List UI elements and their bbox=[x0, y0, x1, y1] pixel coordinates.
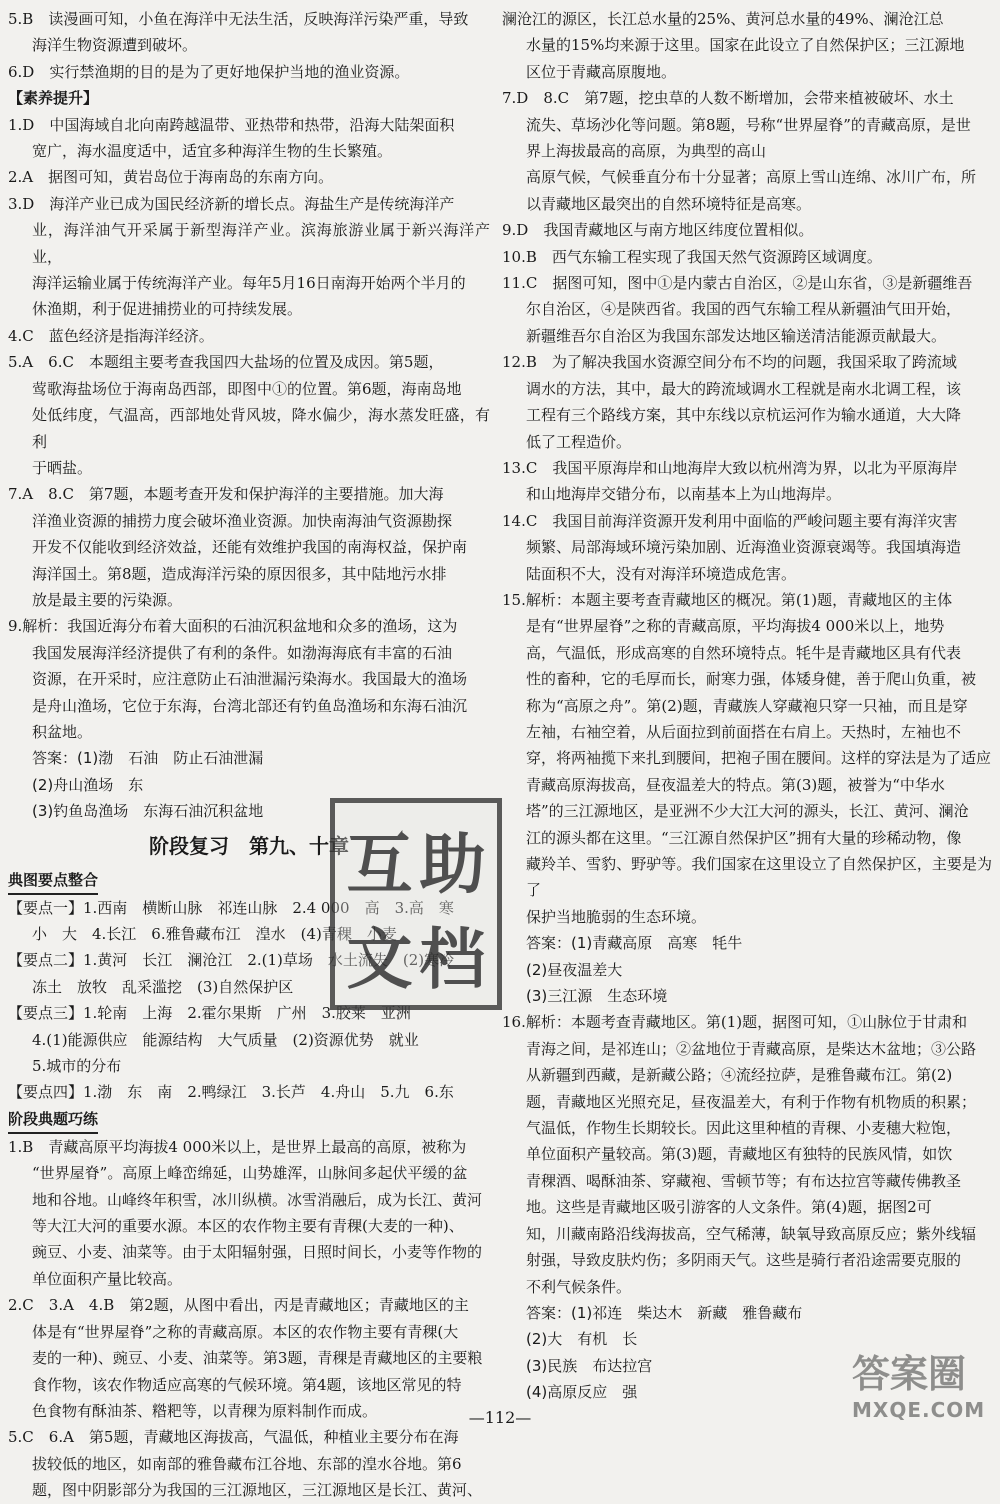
text-line: 工程有三个路线方案，其中东线以京杭运河作为输水通道，大大降 bbox=[526, 406, 962, 425]
answer-line: 答案：(1)渤 石油 防止石油泄漏 bbox=[32, 749, 264, 768]
text-line: 频繁、局部海域环境污染加剧、近海渔业资源衰竭等。我国填海造 bbox=[526, 538, 962, 557]
text-line: 尔自治区，④是陕西省。我国的西气东输工程从新疆油气田开始， bbox=[526, 300, 962, 319]
text-line: 宽广，海水温度适中，适宜多种海洋生物的生长繁殖。 bbox=[32, 142, 393, 161]
text-line: 高原气候，气候垂直分布十分显著；高原上雪山连绵、冰川广布，所 bbox=[526, 168, 977, 187]
text-line: 流失、草场沙化等问题。第8题，号称“世界屋脊”的青藏高原，是世 bbox=[526, 115, 971, 134]
text-line: 体是有“世界屋脊”之称的青藏高原。本区的农作物主要有青稞(大 bbox=[32, 1322, 459, 1341]
answer-paragraph bbox=[8, 164, 490, 190]
text-line: 海洋运输业属于传统海洋产业。每年5月16日南海开始两个半月的 bbox=[32, 274, 466, 293]
text-line: 15.解析：本题主要考查青藏地区的概况。第(1)题，青藏地区的主体 bbox=[502, 590, 953, 609]
answer-paragraph bbox=[8, 6, 490, 59]
text-line: 称为“高原之舟”。第(2)题，青藏族人穿藏袍只穿一只袖，而且是穿 bbox=[526, 696, 968, 715]
text-line: 9.解析：我国近海分布着大面积的石油沉积盆地和众多的渔场，这为 bbox=[8, 617, 458, 636]
text-line: 资源，在开采时，应注意防止石油泄漏污染海水。我国最大的渔场 bbox=[32, 670, 468, 689]
stamp-char: 助 bbox=[419, 825, 486, 903]
text-line: 4.(1)能源供应 能源结构 大气质量 (2)资源优势 就业 bbox=[32, 1030, 419, 1049]
watermark-logo bbox=[852, 1350, 992, 1436]
text-line: 开发不仅能收到经济效益，还能有效维护我国的南海权益，保护南 bbox=[32, 538, 468, 557]
text-line: 于晒盐。 bbox=[32, 458, 93, 477]
stamp-char: 档 bbox=[419, 920, 486, 998]
text-line: 7.A 8.C 第7题，本题考查开发和保护海洋的主要措施。加大海 bbox=[8, 485, 444, 504]
text-line: 塔”的三江源地区，是亚洲不少大江大河的源头，长江、黄河、澜沧 bbox=[526, 802, 969, 821]
text-line: 左袖，右袖空着，从后面拉到前面搭在右肩上。天热时，左袖也不 bbox=[526, 722, 962, 741]
answer-paragraph bbox=[502, 270, 992, 349]
subsection-heading: 典图要点整合 bbox=[8, 867, 98, 895]
text-line: 【要点四】1.渤 东 南 2.鸭绿江 3.长芦 4.舟山 5.九 6.东 bbox=[8, 1083, 454, 1102]
answer-paragraph bbox=[8, 112, 490, 165]
answer-paragraph bbox=[502, 217, 992, 243]
text-line: 16.解析：本题考查青藏地区。第(1)题，据图可知，①山脉位于甘肃和 bbox=[502, 1013, 968, 1032]
answer-paragraph bbox=[8, 1292, 490, 1424]
right-column bbox=[502, 6, 992, 1406]
answer-line: 答案：(1)祁连 柴达木 新藏 雅鲁藏布 bbox=[526, 1303, 803, 1322]
stamp-char: 文 bbox=[346, 920, 413, 998]
answer-line: (2)舟山渔场 东 bbox=[32, 775, 144, 794]
answer-line: (3)三江源 生态环境 bbox=[526, 987, 668, 1006]
text-line: 知，川藏南路沿线海拔高，空气稀薄，缺氧导致高原反应；紫外线辐 bbox=[526, 1224, 977, 1243]
text-line: 题，图中阴影部分为我国的三江源地区，三江源地区是长江、黄河、 bbox=[32, 1481, 483, 1500]
text-line: 地。这些是青藏地区吸引游客的人文条件。第(4)题，据图2可 bbox=[526, 1198, 932, 1217]
text-line: 射强，导致皮肤灼伤；多阴雨天气。这些是骑行者沿途需要克服的 bbox=[526, 1251, 962, 1270]
answer-paragraph bbox=[502, 455, 992, 508]
text-line: 调水的方法，其中，最大的跨流域调水工程就是南水北调工程，该 bbox=[526, 379, 962, 398]
text-line: 14.C 我国目前海洋资源开发利用中面临的严峻问题主要有海洋灾害 bbox=[502, 511, 958, 530]
text-line: 13.C 我国平原海岸和山地海岸大致以杭州湾为界，以北为平原海岸 bbox=[502, 458, 958, 477]
chapter-title: 阶段复习 第九、十章 bbox=[149, 833, 349, 858]
answer-paragraph bbox=[8, 59, 490, 85]
text-line: 藏羚羊、雪豹、野驴等。我们国家在这里设立了自然保护区，主要是为了 bbox=[526, 855, 992, 900]
text-line: 2.C 3.A 4.B 第2题，从图中看出，丙是青藏地区；青藏地区的主 bbox=[8, 1296, 469, 1315]
text-line: 海洋生物资源遭到破坏。 bbox=[32, 36, 198, 55]
answer-paragraph bbox=[502, 6, 992, 85]
text-line: 莺歌海盐场位于海南岛西部，即图中①的位置。第6题，海南岛地 bbox=[32, 379, 462, 398]
text-line: 6.D 实行禁渔期的目的是为了更好地保护当地的渔业资源。 bbox=[8, 62, 410, 81]
text-line: 新疆维吾尔自治区为我国东部发达地区输送清洁能源贡献最大。 bbox=[526, 326, 947, 345]
text-line: 是有“世界屋脊”之称的青藏高原，平均海拔4 000米以上，地势 bbox=[526, 617, 945, 636]
watermark-top: 答案圈 bbox=[852, 1352, 967, 1396]
page-number: —112— bbox=[468, 1408, 532, 1427]
text-line: 界上海拔最高的高原，为典型的高山 bbox=[526, 142, 767, 161]
answer-paragraph bbox=[8, 1424, 490, 1503]
text-line: 海洋国土。第8题，造成海洋污染的原因很多，其中陆地污水排 bbox=[32, 564, 447, 583]
text-line: 高，气温低，形成高寒的自然环境特点。牦牛是青藏地区具有代表 bbox=[526, 643, 962, 662]
text-line: 保护当地脆弱的生态环境。 bbox=[526, 907, 707, 926]
text-line: 12.B 为了解决我国水资源空间分布不均的问题，我国采取了跨流域 bbox=[502, 353, 957, 372]
left-column bbox=[8, 6, 490, 1504]
answer-paragraph bbox=[8, 613, 490, 745]
text-line: 洋渔业资源的捕捞力度会破坏渔业资源。加快南海油气资源勘探 bbox=[32, 511, 453, 530]
answer-paragraph bbox=[8, 1079, 490, 1105]
section-heading: 【素养提升】 bbox=[8, 89, 99, 108]
answer-paragraph bbox=[502, 508, 992, 587]
text-line: 5.A 6.C 本题组主要考查我国四大盐场的位置及成因。第5题， bbox=[8, 353, 444, 372]
text-line: 10.B 西气东输工程实现了我国天然气资源跨区域调度。 bbox=[502, 247, 882, 266]
text-line: 题，青藏地区光照充足，昼夜温差大，有利于作物有机物质的积累； bbox=[526, 1092, 977, 1111]
text-line: 豌豆、小麦、油菜等。由于太阳辐射强，日照时间长，小麦等作物的 bbox=[32, 1243, 483, 1262]
text-line: 9.D 我国青藏地区与南方地区纬度位置相似。 bbox=[502, 221, 814, 240]
text-line: 青藏高原海拔高，昼夜温差大的特点。第(3)题，被誉为“中华水 bbox=[526, 775, 945, 794]
text-line: “世界屋脊”。高原上峰峦绵延，山势雄浑，山脉间多起伏平缓的盆 bbox=[32, 1164, 468, 1183]
text-line: 青海之间，是祁连山；②盆地位于青藏高原，是柴达木盆地；③公路 bbox=[526, 1039, 977, 1058]
text-line: 性的畜种，它的毛厚而长，耐寒力强，体矮身健，善于爬山负重，被 bbox=[526, 670, 977, 689]
text-line: 我国发展海洋经济提供了有利的条件。如渤海海底有丰富的石油 bbox=[32, 643, 453, 662]
text-line: 【要点二】1.黄河 长江 澜沧江 2.(1)草场 水土流失 (2)寒冷 bbox=[8, 951, 455, 970]
answer-line: (4)高原反应 强 bbox=[526, 1383, 638, 1402]
answer-paragraph bbox=[8, 323, 490, 349]
answer-paragraph bbox=[8, 481, 490, 613]
text-line: 是舟山渔场，它位于东海，台湾北部还有钓鱼岛渔场和东海石油沉 bbox=[32, 696, 468, 715]
subsection-heading: 阶段典题巧练 bbox=[8, 1106, 98, 1134]
text-line: 【要点一】1.西南 横断山脉 祁连山脉 2.4 000 高 3.高 寒 bbox=[8, 898, 454, 917]
text-line: 等大江大河的重要水源。本区的农作物主要有青稞(大麦的一种)、 bbox=[32, 1217, 464, 1236]
text-line: 处低纬度，气温高，西部地处背风坡，降水偏少，海水蒸发旺盛，有利 bbox=[32, 406, 490, 451]
text-line: 小 大 4.长江 6.雅鲁藏布江 湟水 (4)青稞 小麦 bbox=[32, 925, 397, 943]
answer-paragraph bbox=[502, 1009, 992, 1299]
text-line: 澜沧江的源区，长江总水量的25%、黄河总水量的49%、澜沧江总 bbox=[502, 10, 944, 28]
text-line: 以青藏地区最突出的自然环境特征是高寒。 bbox=[526, 194, 812, 213]
text-line: 青稞酒、喝酥油茶、穿藏袍、雪顿节等；有布达拉宫等藏传佛教圣 bbox=[526, 1171, 962, 1190]
text-line: 放是最主要的污染源。 bbox=[32, 590, 183, 609]
text-line: 地和谷地。山峰终年积雪，冰川纵横。冰雪消融后，成为长江、黄河 bbox=[32, 1190, 483, 1209]
answer-paragraph bbox=[8, 1134, 490, 1292]
text-line: 5.B 读漫画可知，小鱼在海洋中无法生活，反映海洋污染严重，导致 bbox=[8, 10, 469, 28]
text-line: 冻土 放牧 乱采滥挖 (3)自然保护区 bbox=[32, 977, 294, 996]
text-line: 1.B 青藏高原平均海拔4 000米以上，是世界上最高的高原，被称为 bbox=[8, 1137, 467, 1156]
answer-paragraph bbox=[502, 587, 992, 930]
text-line: 1.D 中国海域自北向南跨越温带、亚热带和热带，沿海大陆架面积 bbox=[8, 115, 455, 134]
text-line: 休渔期，利于促进捕捞业的可持续发展。 bbox=[32, 300, 303, 319]
text-line: 水量的15%均来源于这里。国家在此设立了自然保护区；三江源地 bbox=[526, 36, 965, 55]
text-line: 气温低，作物生长期较长。因此这里种植的青稞、小麦穗大粒饱， bbox=[526, 1119, 962, 1138]
answer-paragraph bbox=[8, 349, 490, 481]
text-line: 麦的一种)、豌豆、小麦、油菜等。第3题，青稞是青藏地区的主要粮 bbox=[32, 1349, 483, 1368]
answer-paragraph bbox=[502, 349, 992, 455]
text-line: 3.D 海洋产业已成为国民经济新的增长点。海盐生产是传统海洋产 bbox=[8, 194, 455, 213]
seal-stamp bbox=[330, 798, 502, 1010]
stamp-char: 互 bbox=[346, 825, 413, 903]
text-line: 和山地海岸交错分布，以南基本上为山地海岸。 bbox=[526, 485, 842, 504]
text-line: 陆面积不大，没有对海洋环境造成危害。 bbox=[526, 564, 797, 583]
text-line: 低了工程造价。 bbox=[526, 432, 632, 451]
answer-line: 答案：(1)青藏高原 高寒 牦牛 bbox=[526, 934, 743, 953]
answer-line: (2)昼夜温差大 bbox=[526, 960, 623, 979]
text-line: 拔较低的地区，如南部的雅鲁藏布江谷地、东部的湟水谷地。第6 bbox=[32, 1454, 462, 1473]
text-line: 穿，将两袖揽下来扎到腰间，把袍子围在腰间。这样的穿法是为了适应 bbox=[526, 749, 992, 768]
text-line: 业，海洋油气开采属于新型海洋产业。滨海旅游业属于新兴海洋产业， bbox=[32, 221, 490, 266]
watermark-bottom: MXQE.COM bbox=[852, 1398, 986, 1422]
text-line: 色食物有酥油茶、糌粑等，以青稞为原料制作而成。 bbox=[32, 1401, 378, 1420]
text-line: 江的源头都在这里。“三江源自然保护区”拥有大量的珍稀动物，像 bbox=[526, 828, 962, 847]
answer-line: (3)民族 布达拉宫 bbox=[526, 1356, 653, 1375]
answer-paragraph bbox=[502, 244, 992, 270]
text-line: 从新疆到西藏，是新藏公路；④流经拉萨，是雅鲁藏布江。第(2) bbox=[526, 1066, 953, 1085]
text-line: 单位面积产量较高。第(3)题，青藏地区有独特的民族风情，如饮 bbox=[526, 1145, 953, 1164]
text-line: 5.城市的分布 bbox=[32, 1057, 122, 1076]
text-line: 单位面积产量比较高。 bbox=[32, 1269, 183, 1288]
answer-paragraph bbox=[502, 85, 992, 217]
answer-paragraph bbox=[8, 1000, 490, 1079]
text-line: 不利气候条件。 bbox=[526, 1277, 632, 1296]
text-line: 食作物，该农作物适应高寒的气候环境。第4题，该地区常见的特 bbox=[32, 1375, 462, 1394]
answer-line: (2)大 有机 长 bbox=[526, 1330, 638, 1349]
text-line: 4.C 蓝色经济是指海洋经济。 bbox=[8, 326, 214, 345]
text-line: 2.A 据图可知，黄岩岛位于海南岛的东南方向。 bbox=[8, 168, 334, 187]
text-line: 积盆地。 bbox=[32, 722, 93, 741]
text-line: 11.C 据图可知，图中①是内蒙古自治区，②是山东省，③是新疆维吾 bbox=[502, 274, 973, 293]
text-line: 【要点三】1.轮南 上海 2.霍尔果斯 广州 3.胶莱 亚洲 bbox=[8, 1004, 411, 1023]
text-line: 7.D 8.C 第7题，挖虫草的人数不断增加，会带来植被破坏、水土 bbox=[502, 89, 954, 108]
text-line: 5.C 6.A 第5题，青藏地区海拔高，气温低，种植业主要分布在海 bbox=[8, 1428, 459, 1447]
answer-line: (3)钓鱼岛渔场 东海石油沉积盆地 bbox=[32, 802, 264, 821]
text-line: 区位于青藏高原腹地。 bbox=[526, 62, 677, 81]
answer-paragraph bbox=[8, 191, 490, 323]
